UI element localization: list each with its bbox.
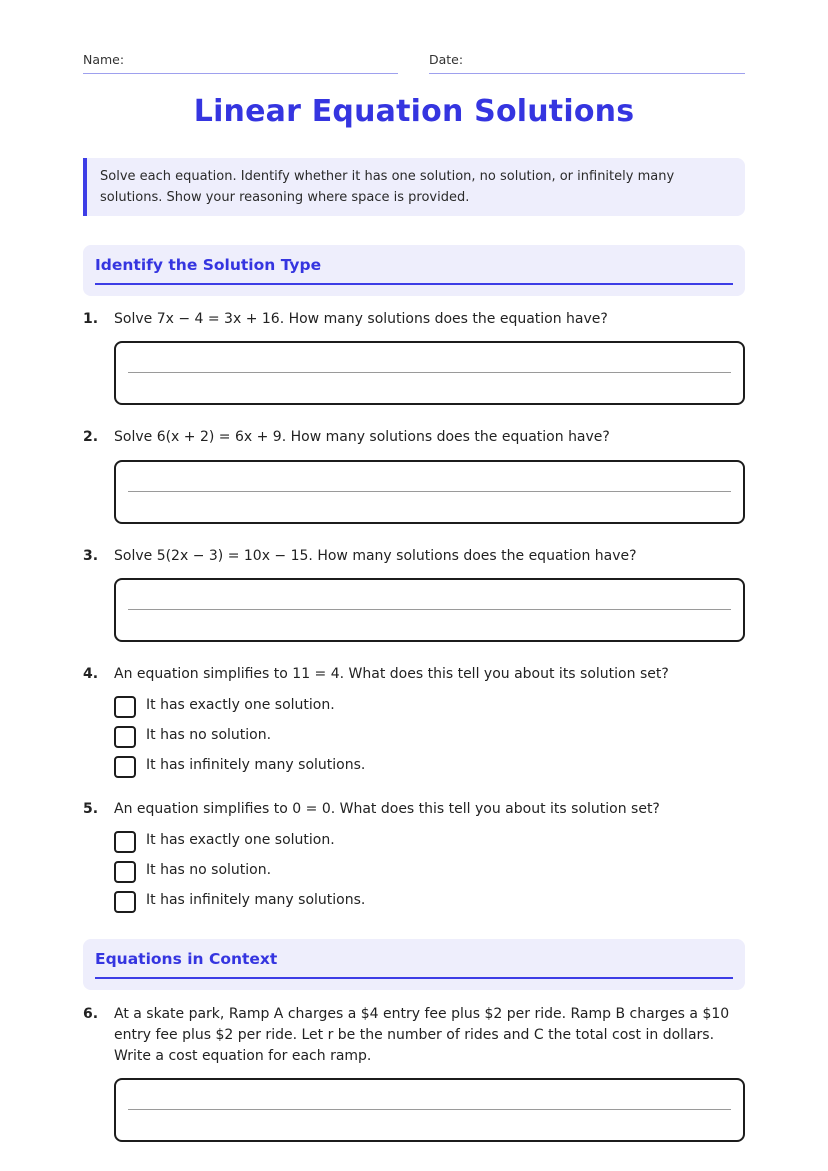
answer-line (128, 609, 731, 610)
checkbox[interactable] (114, 861, 136, 883)
question-text: An equation simplifies to 0 = 0. What does this tell you about its solution set? (114, 801, 660, 817)
name-field[interactable] (83, 52, 398, 74)
section-header-solution-type (83, 245, 745, 296)
option-q4-no-solution[interactable] (114, 726, 714, 750)
answer-box-3[interactable] (114, 578, 745, 642)
question-number: 1. (83, 311, 99, 327)
checkbox[interactable] (114, 726, 136, 748)
header-fields (83, 52, 745, 74)
answer-box-6[interactable] (114, 1078, 745, 1142)
question-number: 2. (83, 429, 99, 445)
question-text: At a skate park, Ramp A charges a $4 entry fee plus $2 per ride. Ramp B charges a $10 entry fee plus $2 per ride. Let r be the number of rides and C the total cost in dollars. Write a cost equation for each ramp. (114, 1006, 730, 1064)
question-number: 5. (83, 801, 99, 817)
question-text: Solve 7x − 4 = 3x + 16. How many solutions does the equation have? (114, 311, 608, 327)
option-q5-infinite-solutions[interactable] (114, 891, 714, 915)
question-text: Solve 6(x + 2) = 6x + 9. How many solutions does the equation have? (114, 429, 610, 445)
answer-line (128, 491, 731, 492)
option-q4-one-solution[interactable] (114, 696, 714, 720)
option-label: It has infinitely many solutions. (146, 757, 366, 773)
option-label: It has no solution. (146, 727, 272, 743)
option-q4-infinite-solutions[interactable] (114, 756, 714, 780)
section-title: Equations in Context (95, 950, 278, 968)
option-label: It has exactly one solution. (146, 697, 335, 713)
answer-line (128, 1109, 731, 1110)
option-q5-one-solution[interactable] (114, 831, 714, 855)
option-q5-no-solution[interactable] (114, 861, 714, 885)
section-title: Identify the Solution Type (95, 256, 322, 274)
answer-box-1[interactable] (114, 341, 745, 405)
checkbox[interactable] (114, 756, 136, 778)
page-title: Linear Equation Solutions (193, 94, 635, 129)
answer-box-2[interactable] (114, 460, 745, 524)
question-text: Solve 5(2x − 3) = 10x − 15. How many solutions does the equation have? (114, 548, 637, 564)
checkbox[interactable] (114, 891, 136, 913)
instructions-box: Solve each equation. Identify whether it has one solution, no solution, or infinitely many solutions. Show your reasoning where space is provided. (83, 158, 745, 216)
checkbox[interactable] (114, 696, 136, 718)
answer-line (128, 372, 731, 373)
section-header-equations-in-context (83, 939, 745, 990)
question-text: An equation simplifies to 11 = 4. What does this tell you about its solution set? (114, 666, 669, 682)
option-label: It has no solution. (146, 862, 272, 878)
question-number: 3. (83, 548, 99, 564)
option-label: It has infinitely many solutions. (146, 892, 366, 908)
option-label: It has exactly one solution. (146, 832, 335, 848)
question-number: 4. (83, 666, 99, 682)
name-label: Name: (83, 52, 125, 67)
date-label: Date: (429, 52, 464, 67)
date-field[interactable] (429, 52, 745, 74)
question-number: 6. (83, 1006, 99, 1022)
checkbox[interactable] (114, 831, 136, 853)
